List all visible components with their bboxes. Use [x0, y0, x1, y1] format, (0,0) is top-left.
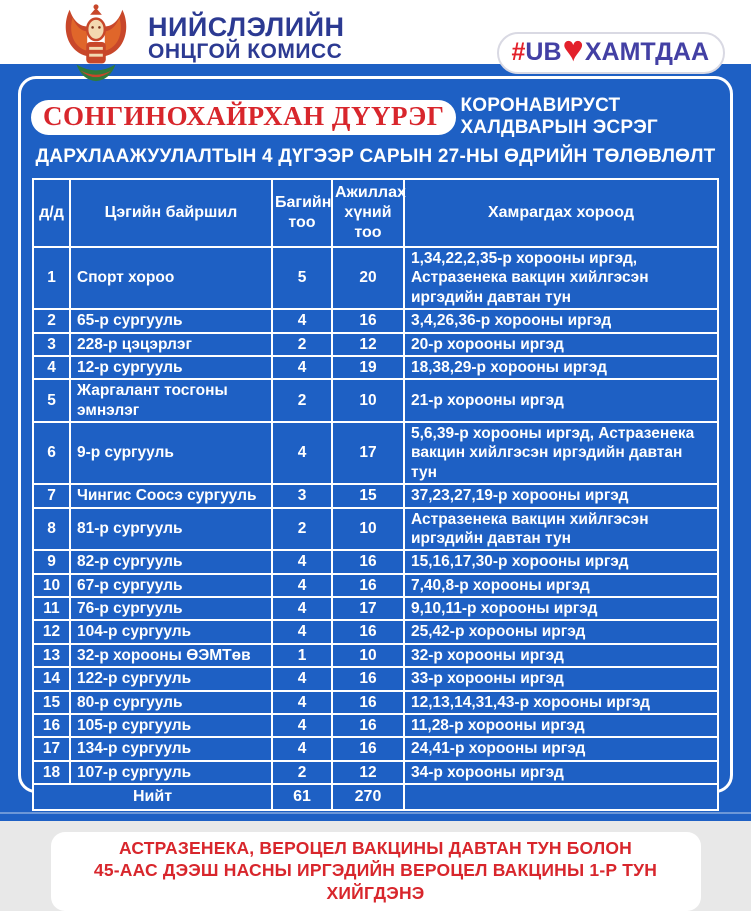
- location-cell: Жаргалант тосгоны эмнэлэг: [70, 379, 272, 422]
- row-number-cell: 5: [33, 379, 70, 422]
- row-number-cell: 17: [33, 737, 70, 760]
- vaccine-notice: [51, 832, 701, 911]
- workers-count-cell: 16: [332, 309, 404, 332]
- workers-count-cell: 16: [332, 620, 404, 643]
- workers-count-cell: 17: [332, 597, 404, 620]
- row-number-cell: 4: [33, 356, 70, 379]
- row-number-cell: 3: [33, 333, 70, 356]
- teams-count-cell: 5: [272, 247, 332, 309]
- table-header: [33, 179, 718, 247]
- header-teams-count: Багийн тоо: [272, 179, 332, 247]
- row-number-cell: 10: [33, 574, 70, 597]
- vaccination-schedule-table: [32, 178, 719, 811]
- workers-count-cell: 12: [332, 333, 404, 356]
- org-name-line1: НИЙСЛЭЛИЙН: [148, 12, 345, 42]
- table-row: [33, 620, 718, 643]
- location-cell: 134-р сургууль: [70, 737, 272, 760]
- header-row-number: д/д: [33, 179, 70, 247]
- location-cell: Чингис Соосэ сургууль: [70, 484, 272, 507]
- total-khoroos: [404, 784, 718, 810]
- header-khoroos: Хамрагдах хороод: [404, 179, 718, 247]
- khoroos-cell: 5,6,39-р хорооны иргэд, Астразенека вакцин хийлгэсэн иргэдийн давтан тун: [404, 422, 718, 484]
- title-line1: [31, 95, 720, 139]
- row-number-cell: 14: [33, 667, 70, 690]
- workers-count-cell: 20: [332, 247, 404, 309]
- table-row: [33, 422, 718, 484]
- teams-count-cell: 4: [272, 737, 332, 760]
- total-teams: 61: [272, 784, 332, 810]
- khoroos-cell: 32-р хорооны иргэд: [404, 644, 718, 667]
- heart-icon: ♥: [562, 27, 584, 69]
- khoroos-cell: 9,10,11-р хорооны иргэд: [404, 597, 718, 620]
- table-row: [33, 691, 718, 714]
- table-row: [33, 667, 718, 690]
- teams-count-cell: 4: [272, 550, 332, 573]
- city-emblem-logo: [56, 2, 136, 84]
- table-row: [33, 356, 718, 379]
- table-row: [33, 550, 718, 573]
- bottom-highlight-line: [0, 812, 751, 814]
- workers-count-cell: 16: [332, 667, 404, 690]
- header-workers-count: Ажиллах хүний тоо: [332, 179, 404, 247]
- table-row: [33, 309, 718, 332]
- location-cell: 228-р цэцэрлэг: [70, 333, 272, 356]
- teams-count-cell: 1: [272, 644, 332, 667]
- workers-count-cell: 12: [332, 761, 404, 784]
- khoroos-cell: 15,16,17,30-р хорооны иргэд: [404, 550, 718, 573]
- row-number-cell: 11: [33, 597, 70, 620]
- location-cell: 107-р сургууль: [70, 761, 272, 784]
- workers-count-cell: 16: [332, 550, 404, 573]
- main-panel: [18, 76, 733, 903]
- workers-count-cell: 17: [332, 422, 404, 484]
- location-cell: 80-р сургууль: [70, 691, 272, 714]
- khoroos-cell: 7,40,8-р хорооны иргэд: [404, 574, 718, 597]
- row-number-cell: 1: [33, 247, 70, 309]
- workers-count-cell: 16: [332, 691, 404, 714]
- location-cell: Спорт хороо: [70, 247, 272, 309]
- title-line2: ДАРХЛААЖУУЛАЛТЫН 4 ДҮГЭЭР САРЫН 27-НЫ ӨДРИЙН ТӨЛӨВЛӨЛТ: [35, 146, 716, 167]
- khoroos-cell: Астразенека вакцин хийлгэсэн иргэдийн давтан тун: [404, 508, 718, 551]
- location-cell: 12-р сургууль: [70, 356, 272, 379]
- workers-count-cell: 16: [332, 574, 404, 597]
- row-number-cell: 8: [33, 508, 70, 551]
- total-label: Нийт: [33, 784, 272, 810]
- row-number-cell: 2: [33, 309, 70, 332]
- workers-count-cell: 15: [332, 484, 404, 507]
- khoroos-cell: 37,23,27,19-р хорооны иргэд: [404, 484, 718, 507]
- teams-count-cell: 2: [272, 761, 332, 784]
- table-row: [33, 574, 718, 597]
- khoroos-cell: 12,13,14,31,43-р хорооны иргэд: [404, 691, 718, 714]
- ub-khamtdaa-badge: [497, 27, 725, 74]
- table-row: [33, 644, 718, 667]
- teams-count-cell: 4: [272, 574, 332, 597]
- table-row: [33, 333, 718, 356]
- teams-count-cell: 2: [272, 379, 332, 422]
- teams-count-cell: 2: [272, 333, 332, 356]
- table-row: [33, 247, 718, 309]
- badge-hash: #: [511, 38, 526, 66]
- location-cell: 81-р сургууль: [70, 508, 272, 551]
- org-name-line2: ОНЦГОЙ КОМИСС: [148, 40, 343, 64]
- teams-count-cell: 4: [272, 714, 332, 737]
- row-number-cell: 18: [33, 761, 70, 784]
- row-number-cell: 12: [33, 620, 70, 643]
- khoroos-cell: 11,28-р хорооны иргэд: [404, 714, 718, 737]
- row-number-cell: 6: [33, 422, 70, 484]
- teams-count-cell: 4: [272, 620, 332, 643]
- workers-count-cell: 16: [332, 714, 404, 737]
- workers-count-cell: 19: [332, 356, 404, 379]
- teams-count-cell: 3: [272, 484, 332, 507]
- header-location: Цэгийн байршил: [70, 179, 272, 247]
- location-cell: 76-р сургууль: [70, 597, 272, 620]
- table-body: [33, 247, 718, 784]
- workers-count-cell: 10: [332, 644, 404, 667]
- badge-ub: UB: [525, 38, 562, 66]
- row-number-cell: 9: [33, 550, 70, 573]
- teams-count-cell: 4: [272, 691, 332, 714]
- location-cell: 32-р хорооны ӨЭМТөв: [70, 644, 272, 667]
- total-row: [33, 784, 718, 810]
- teams-count-cell: 4: [272, 597, 332, 620]
- location-cell: 67-р сургууль: [70, 574, 272, 597]
- khoroos-cell: 34-р хорооны иргэд: [404, 761, 718, 784]
- row-number-cell: 15: [33, 691, 70, 714]
- khoroos-cell: 25,42-р хорооны иргэд: [404, 620, 718, 643]
- table-row: [33, 761, 718, 784]
- district-name-pill: СОНГИНОХАЙРХАН ДҮҮРЭГ: [31, 100, 456, 135]
- workers-count-cell: 10: [332, 379, 404, 422]
- location-cell: 122-р сургууль: [70, 667, 272, 690]
- workers-count-cell: 10: [332, 508, 404, 551]
- khoroos-cell: 24,41-р хорооны иргэд: [404, 737, 718, 760]
- teams-count-cell: 2: [272, 508, 332, 551]
- total-workers: 270: [332, 784, 404, 810]
- khoroos-cell: 20-р хорооны иргэд: [404, 333, 718, 356]
- badge-together: ХАМТДАА: [584, 38, 709, 66]
- teams-count-cell: 4: [272, 667, 332, 690]
- teams-count-cell: 4: [272, 309, 332, 332]
- table-row: [33, 714, 718, 737]
- vaccine-notice-line2: 45-ААС ДЭЭШ НАСНЫ ИРГЭДИЙН ВЕРОЦЕЛ ВАКЦИНЫ 1-Р ТУН ХИЙГДЭНЭ: [93, 860, 658, 903]
- table-row: [33, 484, 718, 507]
- location-cell: 104-р сургууль: [70, 620, 272, 643]
- table-row: [33, 508, 718, 551]
- title-line1-rest: КОРОНАВИРУСТ ХАЛДВАРЫН ЭСРЭГ: [460, 95, 658, 138]
- khoroos-cell: 1,34,22,2,35-р хорооны иргэд, Астразенека вакцин хийлгэсэн иргэдийн давтан тун: [404, 247, 718, 309]
- location-cell: 9-р сургууль: [70, 422, 272, 484]
- org-name: [148, 13, 345, 63]
- khoroos-cell: 3,4,26,36-р хорооны иргэд: [404, 309, 718, 332]
- location-cell: 65-р сургууль: [70, 309, 272, 332]
- location-cell: 82-р сургууль: [70, 550, 272, 573]
- table-row: [33, 597, 718, 620]
- table-row: [33, 379, 718, 422]
- location-cell: 105-р сургууль: [70, 714, 272, 737]
- table-row: [33, 737, 718, 760]
- vaccine-notice-line1: АСТРАЗЕНЕКА, ВЕРОЦЕЛ ВАКЦИНЫ ДАВТАН ТУН БОЛОН: [118, 838, 633, 858]
- row-number-cell: 7: [33, 484, 70, 507]
- khoroos-cell: 33-р хорооны иргэд: [404, 667, 718, 690]
- khoroos-cell: 21-р хорооны иргэд: [404, 379, 718, 422]
- teams-count-cell: 4: [272, 422, 332, 484]
- row-number-cell: 16: [33, 714, 70, 737]
- teams-count-cell: 4: [272, 356, 332, 379]
- workers-count-cell: 16: [332, 737, 404, 760]
- khoroos-cell: 18,38,29-р хорооны иргэд: [404, 356, 718, 379]
- row-number-cell: 13: [33, 644, 70, 667]
